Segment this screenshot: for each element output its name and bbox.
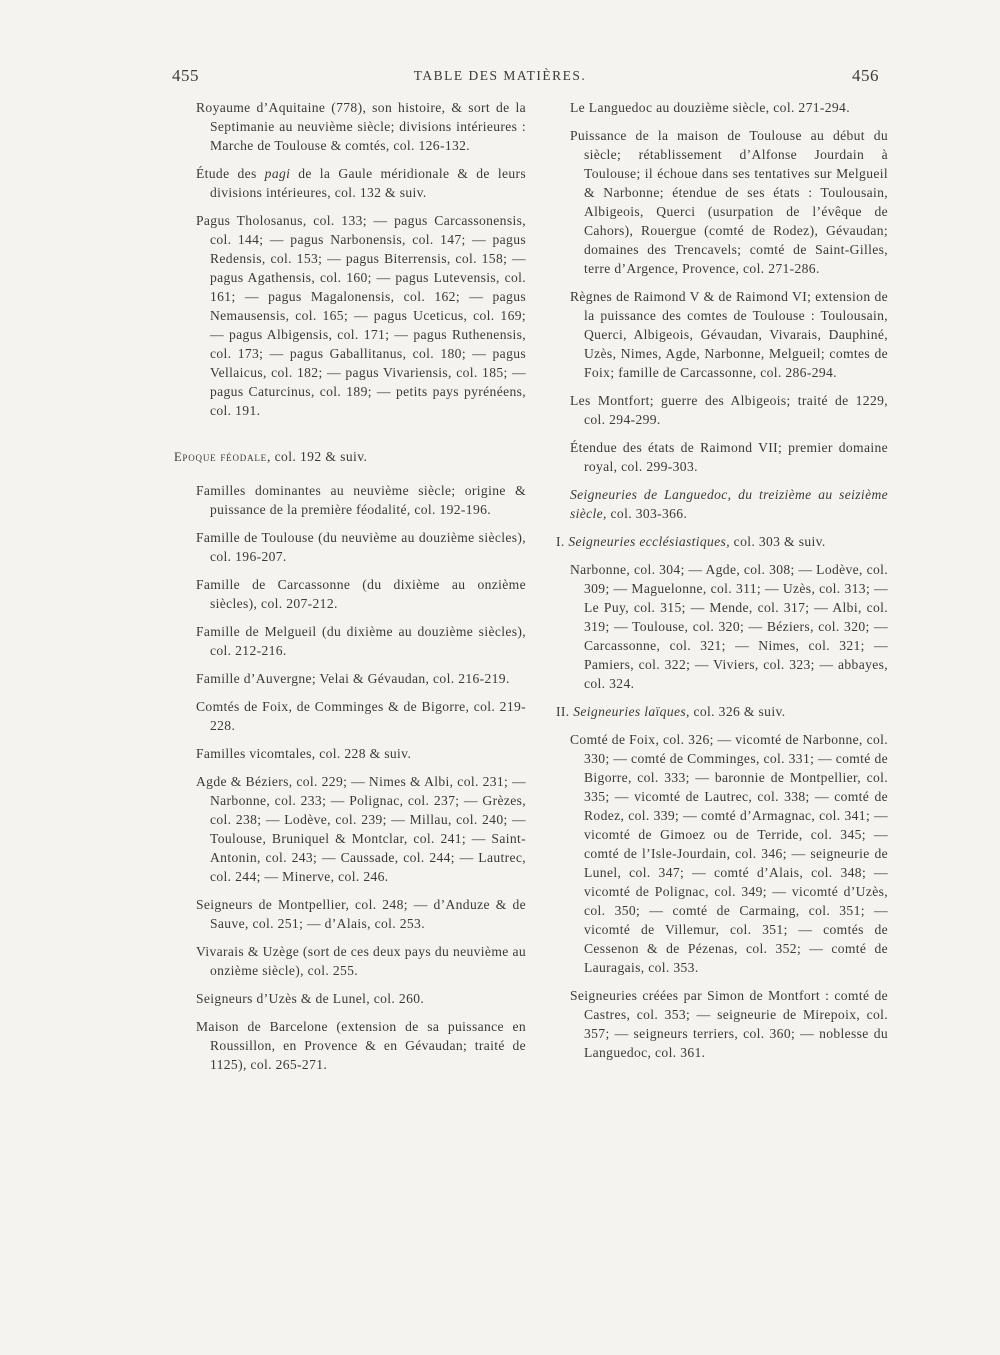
toc-entry: Maison de Barcelone (extension de sa puissance en Roussillon, en Provence & en Gévaudan; traité de 1125), col. 265-271. bbox=[196, 1019, 526, 1072]
page-header bbox=[0, 66, 1000, 90]
toc-entry: Puissance de la maison de Toulouse au début du siècle; rétablissement d’Alfonse Jourdain à Toulouse; il échoue dans ses tentatives sur Melgueil & Narbonne; étendue de ses états : Toulousain, Albigeois, Querci (usurpation de l’évêque de Cahors), Rouergue (comté de Rodez), Gévaudan; domaines des Trencavels; comté de Saint-Gilles, terre d’Argence, Provence, col. 271-286. bbox=[570, 128, 888, 276]
toc-entry bbox=[196, 164, 526, 202]
subsection-heading bbox=[556, 532, 888, 551]
running-title: TABLE DES MATIÈRES. bbox=[413, 68, 587, 83]
entry-text: de la Gaule méridionale & de leurs divisions intérieures, col. 132 & suiv. bbox=[210, 166, 526, 200]
toc-entry: Famille de Melgueil (du dixième au douzième siècles), col. 212-216. bbox=[196, 624, 526, 658]
toc-entry: Royaume d’Aquitaine (778), son histoire, & sort de la Septimanie au neuvième siècle; divisions intérieures : Marche de Toulouse & comtés, col. 126-132. bbox=[196, 100, 526, 153]
toc-entry: Comté de Foix, col. 326; — vicomté de Narbonne, col. 330; — comté de Comminges, col. 331; — comté de Bigorre, col. 333; — baronnie de Montpellier, col. 335; — vicomté de Lautrec, col. 338; — comté de Rodez, col. 339; — comté d’Armagnac, col. 341; — vicomté de Gimoez ou de Terride, col. 345; — comté de l’Isle-Jourdain, col. 346; — seigneurie de Lunel, col. 347; — comté d’Alais, col. 348; — vicomté de Polignac, col. 349; — vicomté d’Uzès, col. 350; — comté de Carmaing, col. 351; — vicomté de Villemur, col. 351; — comtés de Cessenon & de Pézenas, col. 352; — comté de Lauragais, col. 353. bbox=[570, 732, 888, 975]
subsection-heading bbox=[570, 485, 888, 523]
page-number-right: 456 bbox=[852, 66, 879, 85]
toc-entry: Comtés de Foix, de Comminges & de Bigorre, col. 219-228. bbox=[196, 699, 526, 733]
left-column bbox=[174, 98, 526, 1083]
section-heading bbox=[174, 447, 526, 467]
toc-entry: Seigneuries créées par Simon de Montfort : comté de Castres, col. 353; — seigneurie de Mirepoix, col. 357; — seigneurs terriers, col. 360; — noblesse du Languedoc, col. 361. bbox=[570, 988, 888, 1060]
page-number-left: 455 bbox=[172, 66, 199, 85]
subsection-title: Seigneuries ecclésiastiques bbox=[568, 534, 727, 549]
section-title: Epoque féodale bbox=[174, 450, 267, 464]
toc-entry: Famille de Toulouse (du neuvième au douzième siècles), col. 196-207. bbox=[196, 530, 526, 564]
spacer bbox=[196, 429, 526, 447]
subsection-ref: , col. 303-366. bbox=[603, 506, 688, 521]
subsection-ref: , col. 326 & suiv. bbox=[686, 704, 786, 719]
toc-entry: Famille d’Auvergne; Velai & Gévaudan, col. 216-219. bbox=[196, 671, 510, 686]
toc-entry: Agde & Béziers, col. 229; — Nimes & Albi, col. 231; — Narbonne, col. 233; — Polignac, col. 237; — Grèzes, col. 238; — Lodève, col. 239; — Millau, col. 240; — Toulouse, Bruniquel & Montclar, col. 241; — Saint-Antonin, col. 243; — Caussade, col. 244; — Lautrec, col. 244; — Minerve, col. 246. bbox=[196, 774, 526, 884]
toc-entry: Familles dominantes au neuvième siècle; origine & puissance de la première féodalité, col. 192-196. bbox=[196, 483, 526, 517]
section-ref: , col. 192 & suiv. bbox=[266, 449, 368, 464]
toc-entry: Famille de Carcassonne (du dixième au onzième siècles), col. 207-212. bbox=[196, 577, 526, 611]
subsection-title: Seigneuries de Languedoc, du treizième au seizième siècle bbox=[570, 487, 888, 521]
subsection-ref: , col. 303 & suiv. bbox=[726, 534, 826, 549]
toc-entry: Seigneurs d’Uzès & de Lunel, col. 260. bbox=[196, 991, 425, 1006]
subsection-number: II. bbox=[556, 704, 574, 719]
toc-entry: Narbonne, col. 304; — Agde, col. 308; — Lodève, col. 309; — Maguelonne, col. 311; — Uzès, col. 313; — Le Puy, col. 315; — Mende, col. 317; — Albi, col. 319; — Toulouse, col. 320; — Béziers, col. 320; — Carcassonne, col. 321; — Nimes, col. 321; — Pamiers, col. 322; — Viviers, col. 323; — abbayes, col. 324. bbox=[570, 562, 888, 691]
subsection-heading bbox=[556, 702, 888, 721]
toc-entry: Étendue des états de Raimond VII; premier domaine royal, col. 299-303. bbox=[570, 440, 888, 474]
subsection-title: Seigneuries laïques bbox=[573, 704, 687, 719]
toc-entry: Pagus Tholosanus, col. 133; — pagus Carcassonensis, col. 144; — pagus Narbonensis, col. 147; — pagus Redensis, col. 153; — pagus Biterrensis, col. 158; — pagus Agathensis, col. 160; — pagus Lutevensis, col. 161; — pagus Magalonensis, col. 162; — pagus Nemausensis, col. 165; — pagus Uceticus, col. 169; — pagus Albigensis, col. 171; — pagus Ruthenensis, col. 173; — pagus Gaballitanus, col. 180; — pagus Vellaicus, col. 182; — pagus Vivariensis, col. 185; — pagus Caturcinus, col. 189; — petits pays pyrénéens, col. 191. bbox=[196, 213, 526, 418]
toc-entry: Règnes de Raimond V & de Raimond VI; extension de la puissance des comtes de Toulouse : Toulousain, Querci, Albigeois, Gévaudan, Vivarais, Dauphiné, Uzès, Nimes, Agde, Narbonne, Melgueil; comtes de Foix; famille de Carcassonne, col. 286-294. bbox=[570, 289, 888, 380]
toc-entry: Les Montfort; guerre des Albigeois; traité de 1229, col. 294-299. bbox=[570, 393, 888, 427]
entry-text: Étude des bbox=[196, 166, 265, 181]
right-column bbox=[556, 98, 888, 1071]
toc-entry: Familles vicomtales, col. 228 & suiv. bbox=[196, 746, 412, 761]
toc-entry: Seigneurs de Montpellier, col. 248; — d’Anduze & de Sauve, col. 251; — d’Alais, col. 253. bbox=[196, 897, 526, 931]
entry-italic: pagi bbox=[264, 166, 291, 181]
subsection-number: I. bbox=[556, 534, 569, 549]
toc-entry: Vivarais & Uzège (sort de ces deux pays du neuvième au onzième siècle), col. 255. bbox=[196, 944, 526, 978]
toc-entry: Le Languedoc au douzième siècle, col. 271-294. bbox=[570, 100, 850, 115]
